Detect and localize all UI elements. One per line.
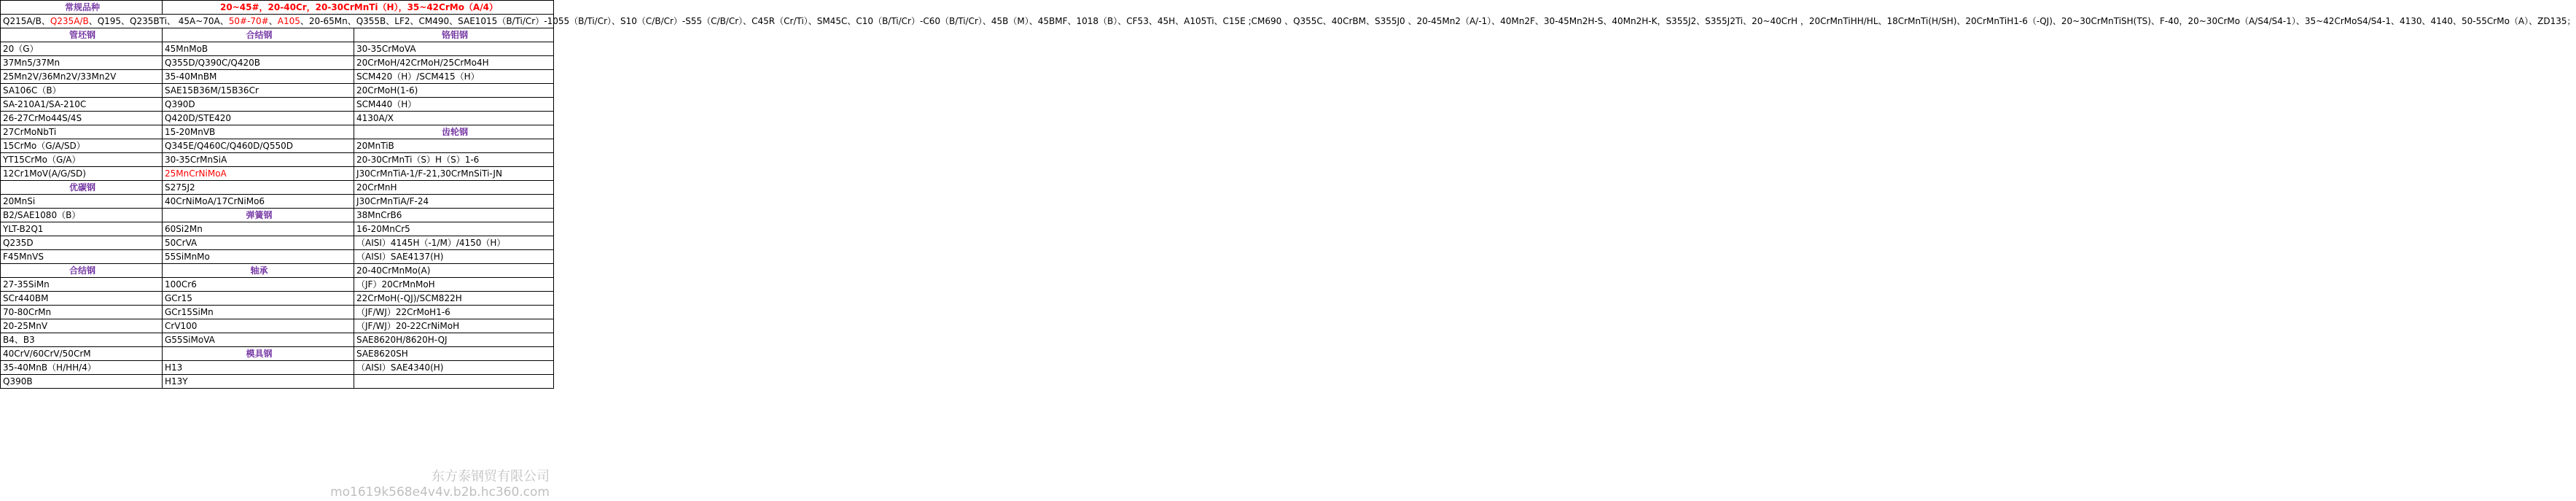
grade-cell: 27CrMoNbTi <box>1 125 163 139</box>
grade-cell: 20-30CrMnTi（S）H（S）1-6 <box>354 153 554 167</box>
regular-grades-row <box>1 15 554 28</box>
grade-cell: 60Si2Mn <box>163 222 354 236</box>
grade-cell: （AISI）SAE4137(H) <box>354 250 554 264</box>
grade-cell: SAE15B36M/15B36Cr <box>163 84 354 98</box>
table-row <box>1 112 554 125</box>
table-row <box>1 195 554 209</box>
grade-cell: F45MnVS <box>1 250 163 264</box>
grade-cell: 15-20MnVB <box>163 125 354 139</box>
table-row <box>1 56 554 70</box>
grade-cell: （JF）20CrMnMoH <box>354 278 554 292</box>
grade-cell: B2/SAE1080（B） <box>1 209 163 222</box>
grade-cell: 30-35CrMnSiA <box>163 153 354 167</box>
table-row <box>1 375 554 389</box>
grade-cell: 35-40MnB（H/HH/4） <box>1 361 163 375</box>
grade-cell: Q390D <box>163 98 354 112</box>
grade-cell: G55SiMoVA <box>163 333 354 347</box>
grade-cell: 35-40MnBM <box>163 70 354 84</box>
table-row <box>1 347 554 361</box>
table-row <box>1 70 554 84</box>
category-header: 模具钢 <box>163 347 354 361</box>
watermark <box>330 469 550 500</box>
grade-cell: 20CrMnH <box>354 181 554 195</box>
grade-cell: （AISI）SAE4340(H) <box>354 361 554 375</box>
table-row <box>1 222 554 236</box>
table-row <box>1 306 554 319</box>
grade-cell: Q390B <box>1 375 163 389</box>
table-row <box>1 139 554 153</box>
grade-cell: GCr15 <box>163 292 354 306</box>
grade-cell: 20CrMoH(1-6) <box>354 84 554 98</box>
grade-cell: H13Y <box>163 375 354 389</box>
grade-cell: 20MnSi <box>1 195 163 209</box>
grade-text: 、20-65Mn、Q355B、LF2、CM490、SAE1015（B/Ti/Cr）-1055（B/Ti/Cr）、S10（C/B/Cr）-S55（C/B/Cr）、C45R（Cr/Ti）、SM45C、C10（B/Ti/Cr）-C60（B/Ti/Cr）、45B（M）、45BMF、1018（B）、CF53、45H、A105Ti、C15E ;CM690 、Q355C、40CrBM、S355J0 、20-45Mn2（A/-1）、40Mn2F、30-45Mn2H-S、40Mn2H-K，S355J2、S355J2Ti、20~40CrH ，20CrMnTiHH/HL、18CrMnTi(H/SH)、20CrMnTiH1-6（-QJ)、20~30CrMnTiSH(TS)、F-40，20~30CrMo（A/S4/S4-1）、35~42CrMoS4/S4-1、4130、4140、50-55CrMo（A）、ZD135； <box>300 16 2576 26</box>
table-row <box>1 98 554 112</box>
highlight-grade: A105 <box>277 16 300 26</box>
grade-cell: 22CrMoH(-QJ)/SCM822H <box>354 292 554 306</box>
table-row <box>1 153 554 167</box>
highlight-grade: 50#-70# <box>228 16 269 26</box>
watermark-company: 东方泰钢贸有限公司 <box>432 469 550 484</box>
grade-cell: 27-35SiMn <box>1 278 163 292</box>
grade-cell: GCr15SiMn <box>163 306 354 319</box>
grade-cell: SA-210A1/SA-210C <box>1 98 163 112</box>
grade-cell: 40CrV/60CrV/50CrM <box>1 347 163 361</box>
grade-cell: SAE8620H/8620H-QJ <box>354 333 554 347</box>
grade-cell: 20-40CrMnMo(A) <box>354 264 554 278</box>
grade-cell: Q235D <box>1 236 163 250</box>
grade-cell: SCM440（H） <box>354 98 554 112</box>
grade-text: 、 <box>268 16 278 26</box>
table-row <box>1 236 554 250</box>
grade-cell: 70-80CrMn <box>1 306 163 319</box>
table-row <box>1 42 554 56</box>
grade-cell: 20CrMoH/42CrMoH/25CrMo4H <box>354 56 554 70</box>
grade-cell: （JF/WJ）20-22CrNiMoH <box>354 319 554 333</box>
grade-cell: 20MnTiB <box>354 139 554 153</box>
category-header: 合结钢 <box>163 28 354 42</box>
grade-cell: 55SiMnMo <box>163 250 354 264</box>
table-row <box>1 278 554 292</box>
table-row <box>1 292 554 306</box>
table-row <box>1 209 554 222</box>
regular-grades-header: 常规品种 <box>1 1 163 15</box>
grade-cell: B4、B3 <box>1 333 163 347</box>
category-header: 铬钼钢 <box>354 28 554 42</box>
grade-cell: SA106C（B） <box>1 84 163 98</box>
table-row <box>1 264 554 278</box>
grade-cell: 12Cr1MoV(A/G/SD) <box>1 167 163 181</box>
grade-cell: CrV100 <box>163 319 354 333</box>
table-row <box>1 250 554 264</box>
grade-cell: 25MnCrNiMoA <box>163 167 354 181</box>
grade-cell: SCM420（H）/SCM415（H） <box>354 70 554 84</box>
grade-text: Q215A/B、 <box>3 16 50 26</box>
grade-cell: 15CrMo（G/A/SD） <box>1 139 163 153</box>
grade-cell: SCr440BM <box>1 292 163 306</box>
grade-cell: 50CrVA <box>163 236 354 250</box>
category-header: 轴承 <box>163 264 354 278</box>
grade-cell: 16-20MnCr5 <box>354 222 554 236</box>
grade-cell: J30CrMnTiA/F-24 <box>354 195 554 209</box>
grade-cell: S275J2 <box>163 181 354 195</box>
table-row <box>1 125 554 139</box>
category-header: 弹簧钢 <box>163 209 354 222</box>
table-row <box>1 167 554 181</box>
highlight-grade: Q235A/B <box>50 16 89 26</box>
grade-cell: 40CrNiMoA/17CrNiMo6 <box>163 195 354 209</box>
grade-cell: YT15CrMo（G/A） <box>1 153 163 167</box>
grade-cell: 45MnMoB <box>163 42 354 56</box>
header-row <box>1 1 554 15</box>
grade-cell <box>354 375 554 389</box>
grade-cell: Q420D/STE420 <box>163 112 354 125</box>
grade-text: 、Q195、Q235BTi、 45A~70A、 <box>88 16 229 26</box>
main-grades-header: 20~45#，20-40Cr，20-30CrMnTi（H），35~42CrMo（A/4） <box>163 1 554 15</box>
grade-cell: 100Cr6 <box>163 278 354 292</box>
grade-cell: 20-25MnV <box>1 319 163 333</box>
grade-cell: Q345E/Q460C/Q460D/Q550D <box>163 139 354 153</box>
grade-cell: YLT-B2Q1 <box>1 222 163 236</box>
table-row <box>1 319 554 333</box>
grade-cell: 20（G） <box>1 42 163 56</box>
grade-cell: J30CrMnTiA-1/F-21,30CrMnSiTi-JN <box>354 167 554 181</box>
category-header: 齿轮钢 <box>354 125 554 139</box>
table-row <box>1 28 554 42</box>
watermark-url: mo1619k568e4v4v.b2b.hc360.com <box>330 485 550 500</box>
category-header: 优碳钢 <box>1 181 163 195</box>
table-row <box>1 361 554 375</box>
category-header: 合结钢 <box>1 264 163 278</box>
grade-cell: 4130A/X <box>354 112 554 125</box>
category-header: 管坯钢 <box>1 28 163 42</box>
grade-cell: （JF/WJ）22CrMoH1-6 <box>354 306 554 319</box>
table-row <box>1 84 554 98</box>
grade-cell: SAE8620SH <box>354 347 554 361</box>
table-row <box>1 181 554 195</box>
grade-cell: 25Mn2V/36Mn2V/33Mn2V <box>1 70 163 84</box>
regular-grades-list <box>1 15 2576 28</box>
grade-cell: 38MnCrB6 <box>354 209 554 222</box>
grade-cell: （AISI）4145H（-1/M）/4150（H） <box>354 236 554 250</box>
grade-cell: 30-35CrMoVA <box>354 42 554 56</box>
grade-cell: Q355D/Q390C/Q420B <box>163 56 354 70</box>
table-body <box>1 1 2576 389</box>
grade-cell: 26-27CrMo44S/4S <box>1 112 163 125</box>
table-row <box>1 333 554 347</box>
grade-cell: H13 <box>163 361 354 375</box>
grade-cell: 37Mn5/37Mn <box>1 56 163 70</box>
